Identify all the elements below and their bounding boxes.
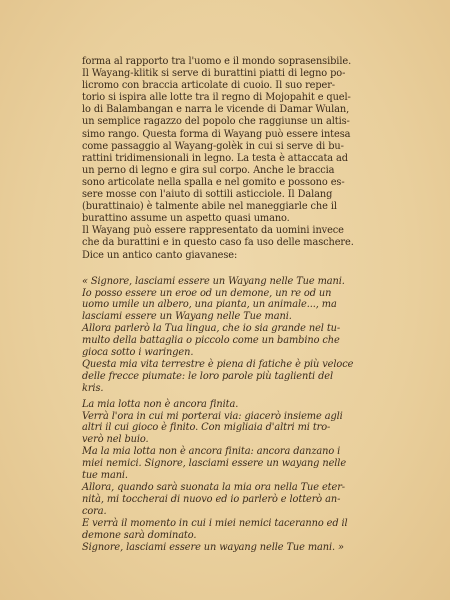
song-line: Signore, lasciami essere un wayang nelle Tue mani. » — [82, 541, 344, 553]
prose-line: licromo con braccia articolate di cuoio. Il suo reper- — [82, 80, 336, 92]
javanese-song — [82, 276, 372, 554]
song-line: Verrà l'ora in cui mi porterai via: giacerò insieme agli — [82, 410, 343, 422]
song-line: Allora parlerò la Tua lingua, che io sia grande nel tu- — [82, 323, 341, 335]
song-line: lasciami essere un Wayang nelle Tue mani. — [82, 311, 292, 323]
prose-line: burattino assume un aspetto quasi umano. — [82, 213, 290, 225]
song-line: tue mani. — [82, 470, 128, 482]
prose-line: (burattinaio) è talmente abile nel maneggiarle che il — [82, 201, 337, 213]
song-line: Ma la mia lotta non è ancora finita: ancora danzano i — [82, 446, 341, 458]
prose-line: sono articolate nella spalla e nel gomito e possono es- — [82, 176, 345, 188]
prose-line: Il Wayang-klitik si serve di burattini piatti di legno po- — [82, 68, 346, 80]
prose-line: un perno di legno e gira sul corpo. Anche le braccia — [82, 164, 335, 176]
prose-line: Dice un antico canto giavanese: — [82, 249, 238, 261]
prose-line: simo rango. Questa forma di Wayang può essere intesa — [82, 128, 351, 140]
song-line: kris. — [82, 382, 104, 394]
song-line: multo della battaglia o piccolo come un bambino che — [82, 335, 340, 347]
prose-line: lo di Balambangan e narra le vicende di Damar Wulan, — [82, 104, 350, 116]
song-line: cora. — [82, 505, 107, 517]
song-line: verò nel buio. — [82, 434, 149, 446]
prose-line: sere mosse con l'aiuto di sottili asticciole. Il Dalang — [82, 189, 333, 201]
text-block — [82, 56, 372, 557]
song-line: delle frecce piumate: le loro parole più taglienti del — [82, 370, 333, 382]
song-line: gioca sotto i waringen. — [82, 347, 194, 359]
song-line: uomo umile un albero, una pianta, un animale..., ma — [82, 299, 337, 311]
prose-line: forma al rapporto tra l'uomo e il mondo soprasensibile. — [82, 56, 352, 67]
prose-line: Il Wayang può essere rappresentato da uomini invece — [82, 225, 344, 237]
prose-line: rattini tridimensionali in legno. La testa è attaccata ad — [82, 152, 348, 164]
prose-line: torio si ispira alle lotte tra il regno di Mojopahit e quel- — [82, 92, 351, 104]
song-line: E verrà il momento in cui i miei nemici taceranno ed il — [82, 517, 348, 529]
song-line: miei nemici. Signore, lasciami essere un wayang nelle — [82, 458, 347, 470]
song-stanza — [82, 276, 372, 395]
prose-line: un semplice ragazzo del popolo che raggiunse un altis- — [82, 116, 350, 128]
song-line: altri il cui gioco è finito. Con migliaia d'altri mi tro- — [82, 422, 331, 434]
song-line: La mia lotta non è ancora finita. — [82, 398, 239, 410]
song-line: « Signore, lasciami essere un Wayang nelle Tue mani. — [82, 275, 345, 287]
song-line: demone sarà dominato. — [82, 529, 197, 541]
prose-line: come passaggio al Wayang-golèk in cui si serve di bu- — [82, 140, 344, 152]
song-line: nità, mi toccherai di nuovo ed io parlerò e lotterò an- — [82, 493, 341, 505]
prose-paragraph — [82, 56, 372, 262]
song-line: Questa mia vita terrestre è piena di fatiche è più veloce — [82, 358, 354, 370]
song-stanza — [82, 399, 372, 554]
song-line: Io posso essere un eroe od un demone, un re od un — [82, 287, 332, 299]
prose-line: che da burattini e in questo caso fa uso delle maschere. — [82, 237, 354, 249]
song-line: Allora, quando sarà suonata la mia ora nella Tue eter- — [82, 482, 346, 493]
